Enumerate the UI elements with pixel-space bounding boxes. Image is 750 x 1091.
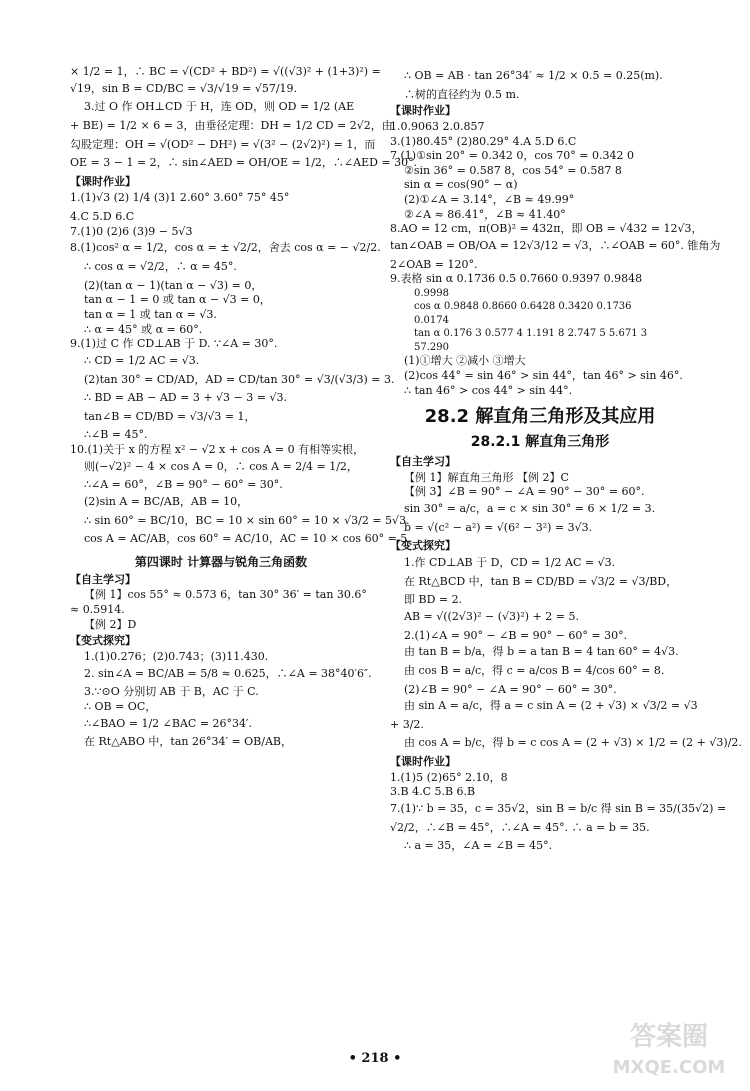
text-line: 勾股定理：OH = √(OD² − DH²) = √(3² − (2√2)²) = 1，而 — [70, 137, 376, 151]
text-line: 由 tan B = b/a，得 b = a tan B = 4 tan 60° = 4√3. — [404, 645, 679, 659]
text-line: 3.(1)80.45° (2)80.29° 4.A 5.D 6.C — [390, 134, 577, 148]
text-line: 3.过 O 作 OH⊥CD 于 H，连 OD，则 OD = 1/2 (AE — [84, 100, 355, 114]
watermark-line2: MXQE.COM — [612, 1057, 726, 1078]
text-line: 9.表格 sin α 0.1736 0.5 0.7660 0.9397 0.9848 — [390, 272, 643, 286]
text-line: cos A = AC/AB，cos 60° = AC/10，AC = 10 × cos 60° = 5. — [84, 532, 411, 546]
text-line: tan∠B = CD/BD = √3/√3 = 1， — [84, 409, 256, 423]
section-heading: 【变式探究】 — [70, 634, 136, 648]
text-line: ∴ sin 60° = BC/10，BC = 10 × sin 60° = 10 × √3/2 = 5√3. — [84, 513, 410, 527]
text-line: 2∠OAB = 120°. — [390, 257, 478, 271]
text-line: (2)tan 30° = CD/AD，AD = CD/tan 30° = √3/(√3/3) = 3. — [84, 372, 395, 386]
text-line: tan α 0.176 3 0.577 4 1.191 8 2.747 5 5.671 3 — [414, 328, 648, 340]
text-line: ②∠A ≈ 86.41°，∠B ≈ 41.40° — [404, 207, 566, 221]
section-heading: 【课时作业】 — [390, 755, 456, 769]
text-line: (1)①增大 ②减小 ③增大 — [404, 354, 526, 368]
text-line: tan α = 1 或 tan α = √3. — [84, 307, 217, 321]
lesson-title: 第四课时 计算器与锐角三角函数 — [134, 554, 308, 569]
text-line: 1.作 CD⊥AB 于 D，CD = 1/2 AC = √3. — [404, 556, 616, 570]
text-line: 8.AO = 12 cm，π(OB)² = 432π，即 OB = √432 = 12√3， — [390, 222, 703, 236]
text-line: 9.(1)过 C 作 CD⊥AB 于 D. ∵∠A = 30°. — [70, 337, 278, 351]
text-line: 3.∵⊙O 分别切 AB 于 B，AC 于 C. — [84, 685, 259, 699]
text-line: 【例 1】cos 55° ≈ 0.573 6，tan 30° 36′ = tan 30.6° — [84, 588, 367, 602]
text-line: sin 30° = a/c，a = c × sin 30° = 6 × 1/2 = 3. — [404, 502, 656, 516]
text-line: 则(−√2)² − 4 × cos A = 0，∴ cos A = 2/4 = 1/2， — [84, 459, 358, 473]
text-line: 【例 1】解直角三角形 【例 2】C — [404, 470, 569, 484]
text-line: √19，sin B = CD/BC = √3/√19 = √57/19. — [70, 81, 298, 95]
text-line: ∴∠B = 45°. — [84, 428, 148, 442]
text-line: 由 cos B = a/c，得 c = a/cos B = 4/cos 60° = 8. — [404, 663, 665, 677]
text-line: 4.C 5.D 6.C — [70, 210, 135, 224]
text-line: 1.(1)0.276；(2)0.743；(3)11.430. — [84, 649, 269, 663]
text-line: sin α = cos(90° − α) — [404, 178, 518, 192]
text-line: (2)(tan α − 1)(tan α − √3) = 0， — [84, 278, 263, 292]
text-line: b = √(c² − a²) = √(6² − 3²) = 3√3. — [404, 520, 593, 534]
text-line: ∴ BD = AB − AD = 3 + √3 − 3 = √3. — [84, 391, 287, 405]
watermark-logo — [604, 1013, 734, 1081]
text-line: 【例 2】D — [84, 617, 137, 631]
text-line: ∴∠A = 60°，∠B = 90° − 60° = 30°. — [84, 478, 283, 492]
watermark-line1: 答案圈 — [629, 1022, 709, 1052]
text-line: 7.(1)∵ b = 35，c = 35√2，sin B = b/c 得 sin B = 35/(35√2) = — [390, 801, 727, 815]
text-line: ∴ tan 46° > cos 44° > sin 44°. — [404, 383, 573, 397]
text-line: ②sin 36° = 0.587 8，cos 54° = 0.587 8 — [404, 163, 622, 177]
text-line: 8.(1)cos² α = 1/2，cos α = ± √2/2，舍去 cos α = − √2/2. — [70, 241, 381, 255]
text-line: tan α − 1 = 0 或 tan α − √3 = 0， — [84, 293, 271, 307]
page-number: • 218 • — [348, 1051, 402, 1066]
text-line: (2)cos 44° = sin 46° > sin 44°，tan 46° > sin 46°. — [404, 369, 683, 383]
text-line: 2. sin∠A = BC/AB = 5/8 ≈ 0.625，∴∠A = 38°40′6″. — [84, 666, 372, 680]
text-line: 1.(1)√3 (2) 1/4 (3)1 2.60° 3.60° 75° 45° — [70, 191, 290, 205]
section-heading: 【课时作业】 — [390, 104, 456, 118]
text-line: 2.(1)∠A = 90° − ∠B = 90° − 60° = 30°. — [404, 628, 628, 642]
section-title: 28.2 解直角三角形及其应用 — [424, 406, 656, 428]
section-heading: 【变式探究】 — [390, 539, 456, 553]
text-line: 3.B 4.C 5.B 6.B — [390, 785, 476, 799]
text-line: 0.0174 — [414, 314, 449, 326]
text-line: 0.9998 — [414, 287, 449, 299]
text-line: ∴ OB = OC， — [84, 699, 157, 713]
text-line: ∴ CD = 1/2 AC = √3. — [84, 353, 200, 367]
text-line: 57.290 — [414, 341, 449, 353]
section-heading: 【课时作业】 — [70, 174, 136, 188]
text-line: (2)∠B = 90° − ∠A = 90° − 60° = 30°. — [404, 682, 617, 696]
text-line: 在 Rt△BCD 中，tan B = CD/BD = √3/2 = √3/BD， — [404, 574, 678, 588]
text-line: 【例 3】∠B = 90° − ∠A = 90° − 30° = 60°. — [404, 485, 645, 499]
text-line: × 1/2 = 1，∴ BC = √(CD² + BD²) = √((√3)² + (1+3)²) = — [70, 65, 381, 78]
section-heading: 【自主学习】 — [390, 455, 456, 469]
text-line: ∴ a = 35，∠A = ∠B = 45°. — [404, 839, 553, 853]
text-line: OE = 3 − 1 = 2，∴ sin∠AED = OH/OE = 1/2，∴∠AED = 30°. — [70, 156, 418, 170]
left-column — [70, 65, 418, 1041]
text-line: ∴ OB = AB · tan 26°34′ ≈ 1/2 × 0.5 = 0.25(m). — [404, 69, 663, 82]
text-line: ∴ cos α = √2/2，∴ α = 45°. — [84, 260, 237, 274]
text-line: AB = √((2√3)² − (√3)²) + 2 = 5. — [404, 609, 579, 623]
text-line: 即 BD = 2. — [404, 593, 463, 607]
text-line: ∴∠BAO = 1/2 ∠BAC = 26°34′. — [84, 716, 253, 730]
text-line: 1.0.9063 2.0.857 — [390, 119, 485, 133]
text-line: ≈ 0.5914. — [70, 603, 125, 617]
text-line: + 3/2. — [390, 717, 424, 731]
text-line: ∴树的直径约为 0.5 m. — [404, 87, 520, 101]
text-line: 在 Rt△ABO 中，tan 26°34′ = OB/AB， — [84, 735, 293, 749]
text-line: (2)sin A = BC/AB，AB = 10， — [84, 495, 249, 509]
text-line: 由 cos A = b/c，得 b = c cos A = (2 + √3) × 1/2 = (2 + √3)/2. — [404, 736, 742, 750]
text-line: √2/2，∴∠B = 45°，∴∠A = 45°. ∴ a = b = 35. — [390, 820, 650, 834]
text-line: 由 sin A = a/c，得 a = c sin A = (2 + √3) × √3/2 = √3 — [404, 699, 698, 713]
text-line: (2)①∠A = 3.14°，∠B ≈ 49.99° — [404, 193, 575, 207]
text-line: ∴ α = 45° 或 α = 60°. — [84, 322, 203, 336]
subsection-title: 28.2.1 解直角三角形 — [470, 434, 610, 451]
text-line: cos α 0.9848 0.8660 0.6428 0.3420 0.1736 — [414, 301, 632, 313]
text-line: tan∠OAB = OB/OA = 12√3/12 = √3，∴∠OAB = 60°. 锥角为 — [390, 239, 721, 253]
text-line: + BE) = 1/2 × 6 = 3，由垂径定理：DH = 1/2 CD = 2√2，由 — [70, 118, 393, 132]
text-line: 7.(1)0 (2)6 (3)9 − 5√3 — [70, 224, 193, 238]
text-line: 1.(1)5 (2)65° 2.10，8 — [390, 770, 508, 784]
text-line: 10.(1)关于 x 的方程 x² − √2 x + cos A = 0 有相等实根， — [70, 443, 365, 457]
section-heading: 【自主学习】 — [70, 572, 136, 586]
text-line: 7.(1)①sin 20° = 0.342 0，cos 70° = 0.342 0 — [390, 149, 634, 163]
